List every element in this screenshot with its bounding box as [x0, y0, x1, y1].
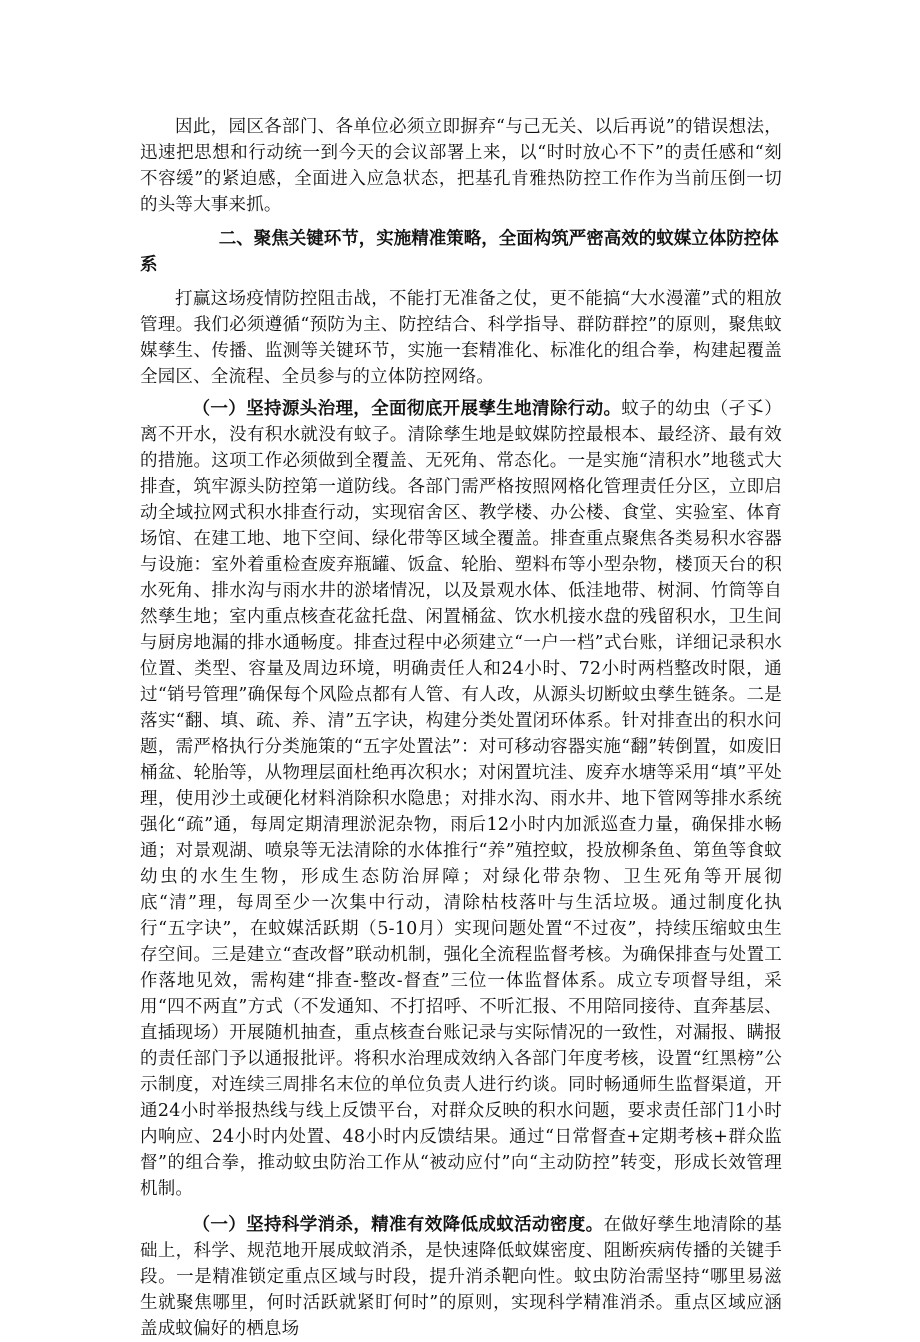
paragraph-strategy: 打赢这场疫情防控阻击战，不能打无准备之仗，更不能搞“大水漫灌”式的粗放管理。我们必须遵循“预防为主、防控结合、科学指导、群防群控”的原则，聚焦蚊媒孳生、传播、监测等关键环节，实施一套精准化、标准化的组合拳，构建起覆盖全园区、全流程、全员参与的立体防控网络。: [140, 289, 782, 387]
paragraph-source-control-body: 蚊子的幼虫（孑孓）离不开水，没有积水就没有蚊子。清除孳生地是蚊媒防控最根本、最经济、最有效的措施。这项工作必须做到全覆盖、无死角、常态化。一是实施“清积水”地毯式大排查，筑牢源头防控第一道防线。各部门需严格按照网格化管理责任分区，立即启动全域拉网式积水排查行动，实现宿舍区、教学楼、办公楼、食堂、实验室、体育场馆、在建工地、地下空间、绿化带等区域全覆盖。排查重点聚焦各类易积水容器与设施：室外着重检查废弃瓶罐、饭盒、轮胎、塑料布等小型杂物，楼顶天台的积水死角、排水沟与雨水井的淤堵情况，以及景观水体、低洼地带、树洞、竹筒等自然孳生地；室内重点核查花盆托盘、闲置桶盆、饮水机接水盘的残留积水，卫生间与厨房地漏的排水通畅度。排查过程中必须建立“一户一档”式台账，详细记录积水位置、类型、容量及周边环境，明确责任人和24小时、72小时两档整改时限，通过“销号管理”确保每个风险点都有人管、有人改，从源头切断蚊虫孳生链条。二是落实“翻、填、疏、养、清”五字诀，构建分类处置闭环体系。针对排查出的积水问题，需严格执行分类施策的“五字处置法”：对可移动容器实施“翻”转倒置，如废旧桶盆、轮胎等，从物理层面杜绝再次积水；对闲置坑洼、废弃水塘等采用“填”平处理，使用沙土或硬化材料消除积水隐患；对排水沟、雨水井、地下管网等排水系统强化“疏”通，每周定期清理淤泥杂物，雨后12小时内加派巡查力量，确保排水畅通；对景观湖、喷泉等无法清除的水体推行“养”殖控蚊，投放柳条鱼、第鱼等食蚊幼虫的水生生物，形成生态防治屏障；对绿化带杂物、卫生死角等开展彻底“清”理，每周至少一次集中行动，清除枯枝落叶与生活垃圾。通过制度化执行“五字诀”，在蚊媒活跃期（5-10月）实现问题处置“不过夜”，持续压缩蚊虫生存空间。三是建立“查改督”联动机制，强化全流程监督考核。为确保排查与处置工作落地见效，需构建“排查-整改-督查”三位一体监督体系。成立专项督导组，采用“四不两直”方式（不发通知、不打招呼、不听汇报、不用陪同接待、直奔基层、直插现场）开展随机抽查，重点核查台账记录与实际情况的一致性，对漏报、瞒报的责任部门予以通报批评。将积水治理成效纳入各部门年度考核，设置“红黑榜”公示制度，对连续三周排名末位的单位负责人进行约谈。同时畅通师生监督渠道，开通24小时举报热线与线上反馈平台，对群众反映的积水问题，要求责任部门1小时内响应、24小时内处置、48小时内反馈结果。通过“日常督查+定期考核+群众监督”的组合拳，推动蚊虫防治工作从“被动应付”向“主动防控”转变，形成长效管理机制。: [140, 399, 782, 1199]
subheading-source-control: （一）坚持源头治理，全面彻底开展孳生地清除行动。: [192, 399, 622, 419]
subheading-scientific-disinfection: （一）坚持科学消杀，精准有效降低成蚊活动密度。: [192, 1215, 604, 1235]
paragraph-scientific-disinfection-body: 在做好孳生地清除的基础上，科学、规范地开展成蚊消杀，是快速降低蚊媒密度、阻断疾病传播的关键手段。一是精准锁定重点区域与时段，提升消杀靶向性。蚊虫防治需坚持“哪里易滋生就聚焦哪里，何时活跃就紧盯何时”的原则，实现科学精准消杀。重点区域应涵盖成蚊偏好的栖息场: [140, 1215, 782, 1339]
paragraph-urgency: 因此，园区各部门、各单位必须立即摒弃“与己无关、以后再说”的错误想法，迅速把思想和行动统一到今天的会议部署上来，以“时时放心不下”的责任感和“刻不容缓”的紧迫感，全面进入应急状态，把基孔肯雅热防控工作作为当前压倒一切的头等大事来抓。: [140, 117, 782, 215]
document-page: [140, 114, 782, 1342]
section-heading-2: 二、聚焦关键环节，实施精准策略，全面构筑严密高效的蚊媒立体防控体系: [140, 229, 779, 275]
paragraph-source-control: [140, 396, 782, 1202]
paragraph-scientific-disinfection: [140, 1212, 782, 1342]
